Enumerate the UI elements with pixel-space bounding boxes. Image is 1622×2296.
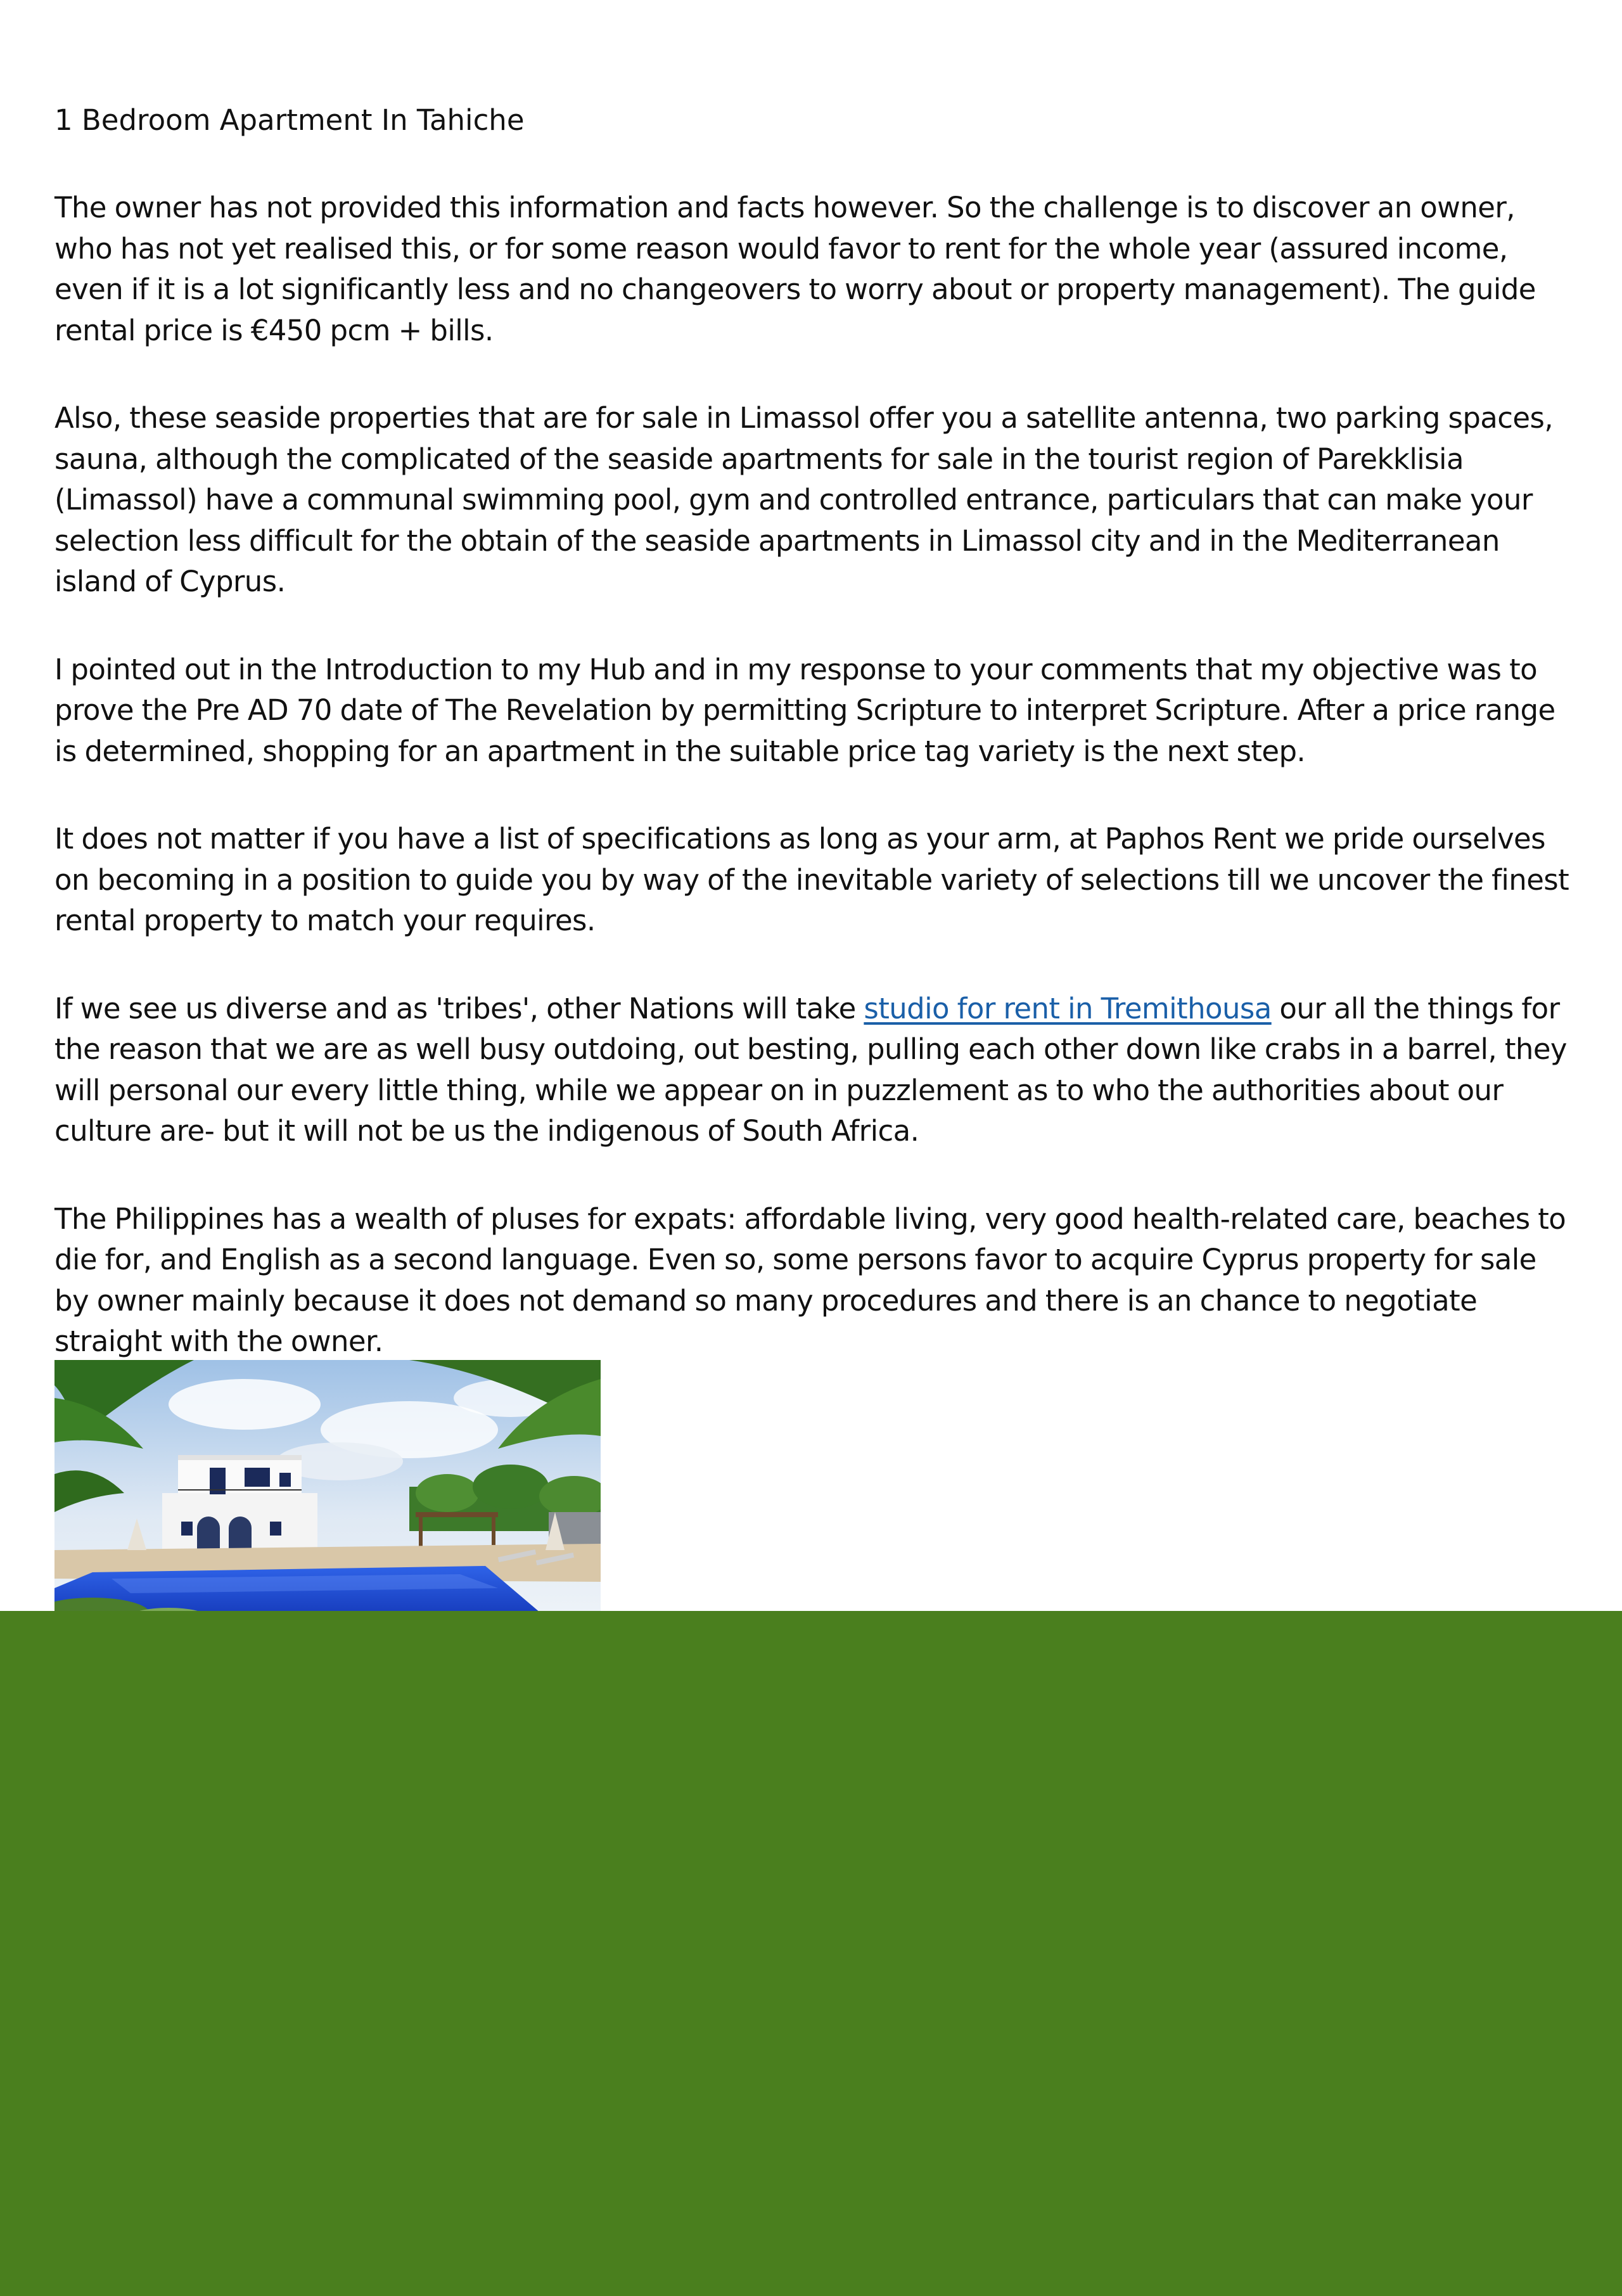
studio-rent-link[interactable]: studio for rent in Tremithousa: [864, 991, 1272, 1025]
paragraph-5-after: our all the things for the reason that we are as well busy outdoing, out besting, pulling each other down like crabs in a barrel, they will personal our every little thing, while we appear on in puzzlement as to who the authorities about our culture are- but it will not be us the indigenous of South Africa.: [54, 991, 1567, 1148]
paragraph-5-before: If we see us diverse and as 'tribes', other Nations will take: [54, 991, 864, 1025]
document-body: [54, 100, 1575, 1409]
paragraph-2: Also, these seaside properties that are for sale in Limassol offer you a satellite antenna, two parking spaces, sauna, although the complicated of the seaside apartments for sale in the tourist region of Parekklisia (Limassol) have a communal swimming pool, gym and controlled entrance, particulars that can make your selection less difficult for the obtain of the seaside apartments in Limassol city and in the Mediterranean island of Cyprus.: [54, 401, 1554, 598]
page-title: 1 Bedroom Apartment In Tahiche: [54, 103, 525, 137]
paragraph-1: The owner has not provided this information and facts however. So the challenge is to discover an owner, who has not yet realised this, or for some reason would favor to rent for the whole year (assured income, even if it is a lot significantly less and no changeovers to worry about or property management). The guide rental price is €450 pcm + bills.: [54, 191, 1536, 347]
paragraph-4: It does not matter if you have a list of specifications as long as your arm, at Paphos Rent we pride ourselves on becoming in a position to guide you by way of the inevitable variety of selections till we uncover the finest rental property to match your requires.: [54, 822, 1569, 937]
villa-with-pool-photo: [54, 1360, 601, 1620]
paragraph-5: [54, 989, 1575, 1152]
paragraph-6: The Philippines has a wealth of pluses for expats: affordable living, very good health-related care, beaches to die for, and English as a second language. Even so, some persons favor to acquire Cyprus property for sale by owner mainly because it does not demand so many procedures and there is an chance to negotiate straight with the owner.: [54, 1202, 1566, 1358]
paragraph-3: I pointed out in the Introduction to my Hub and in my response to your comments that my objective was to prove the Pre AD 70 date of The Revelation by permitting Scripture to interpret Scripture. After a price range is determined, shopping for an apartment in the suitable price tag variety is the next step.: [54, 652, 1555, 768]
footer-band: [0, 1611, 1622, 2296]
